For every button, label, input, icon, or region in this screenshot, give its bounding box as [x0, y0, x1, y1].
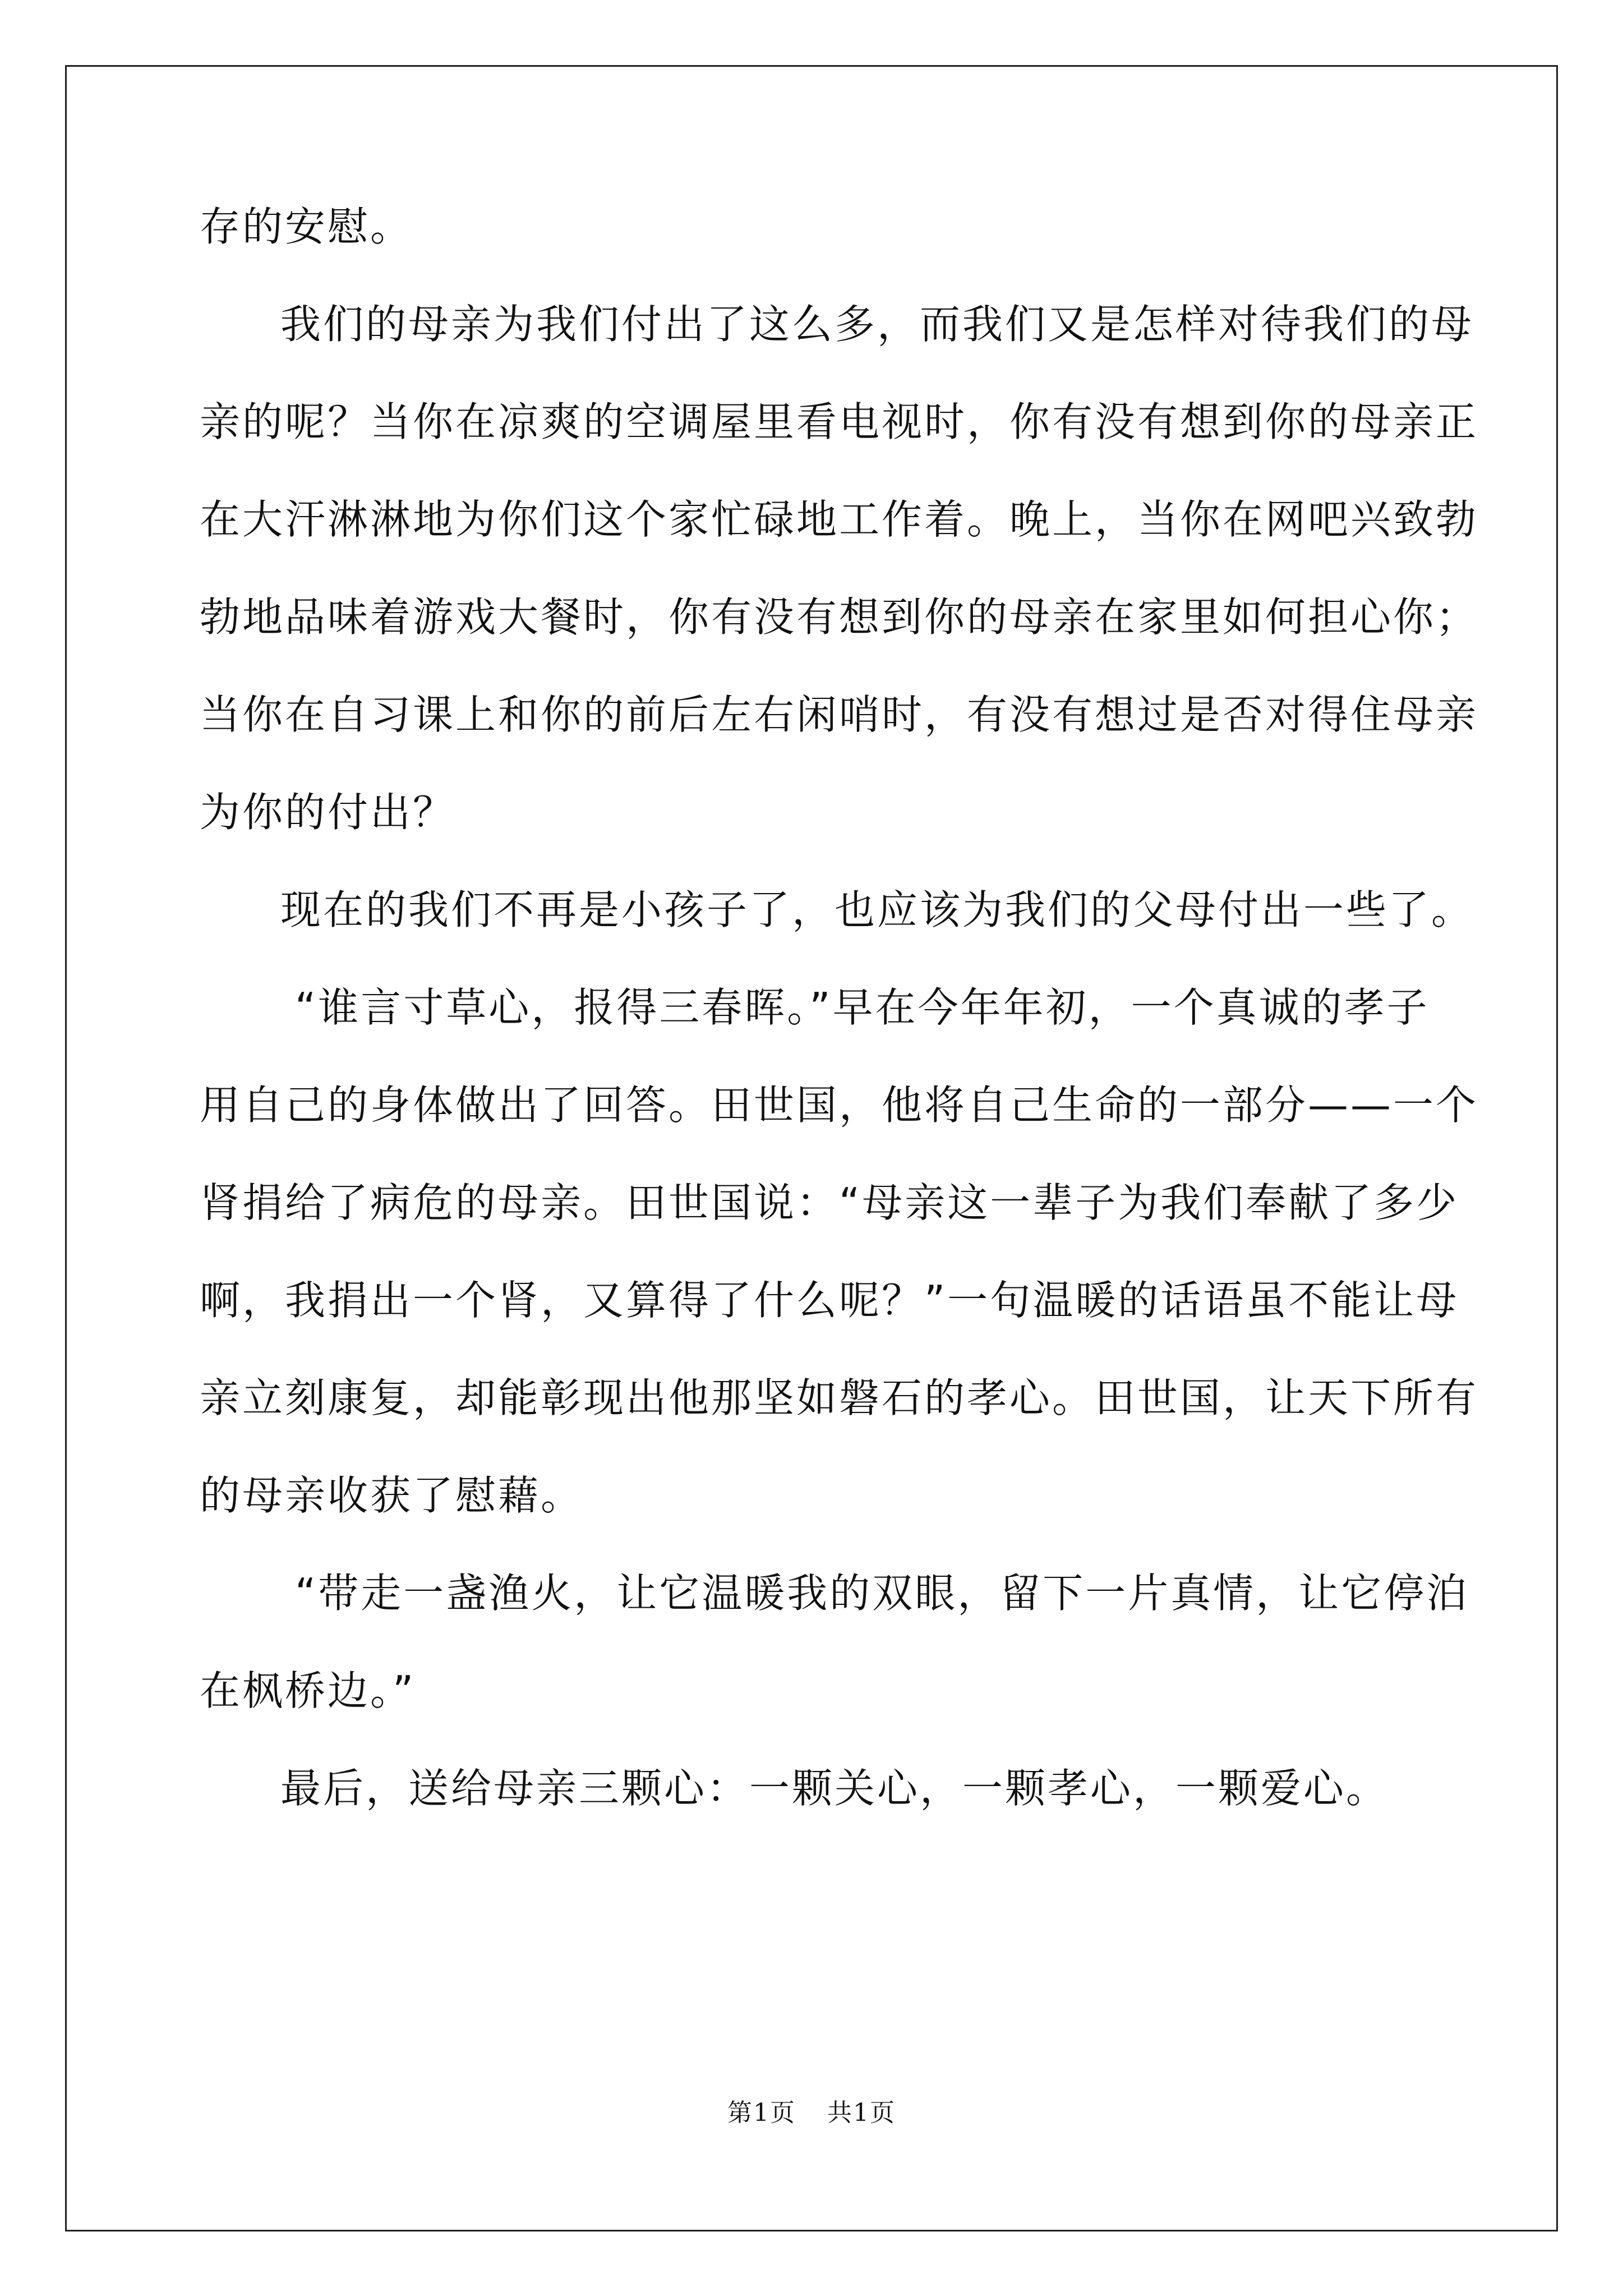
- text-line: 存的安慰。: [200, 203, 413, 250]
- page-footer: [0, 2092, 1623, 2128]
- text-line: 用自己的身体做出了回答。田世国，他将自己生命的一部分——一个: [200, 1082, 1479, 1129]
- text-line: 为你的付出？: [200, 789, 456, 836]
- text-line: “谁言寸草心，报得三春晖。”早在今年年初，一个真诚的孝子: [295, 984, 1430, 1031]
- text-line: 的母亲收获了慰藉。: [200, 1472, 584, 1519]
- text-line: 亲的呢？当你在凉爽的空调屋里看电视时，你有没有想到你的母亲正: [200, 398, 1479, 445]
- text-line: 最后，送给母亲三颗心：一颗关心，一颗孝心，一颗爱心。: [280, 1765, 1389, 1812]
- text-line: 当你在自习课上和你的前后左右闲哨时，有没有想过是否对得住母亲: [200, 691, 1479, 738]
- text-line: 在大汗淋淋地为你们这个家忙碌地工作着。晚上，当你在网吧兴致勃: [200, 496, 1479, 543]
- text-line: “带走一盏渔火，让它温暖我的双眼，留下一片真情，让它停泊: [295, 1570, 1469, 1617]
- text-line: 在枫桥边。”: [200, 1667, 416, 1714]
- text-line: 勃地品味着游戏大餐时，你有没有想到你的母亲在家里如何担心你；: [200, 593, 1479, 641]
- text-line: 啊，我捐出一个肾，又算得了什么呢？”一句温暖的话语虽不能让母: [200, 1277, 1459, 1324]
- text-line: 亲立刻康复，却能彰现出他那坚如磐石的孝心。田世国，让天下所有: [200, 1374, 1479, 1421]
- text-line: 肾捐给了病危的母亲。田世国说：“母亲这一辈子为我们奉献了多少: [200, 1179, 1459, 1226]
- page-number-total: 共1页: [827, 2099, 896, 2127]
- text-line: 现在的我们不再是小孩子了，也应该为我们的父母付出一些了。: [280, 886, 1474, 933]
- text-line: 我们的母亲为我们付出了这么多，而我们又是怎样对待我们的母: [280, 301, 1474, 348]
- page-number-current: 第1页: [727, 2099, 796, 2127]
